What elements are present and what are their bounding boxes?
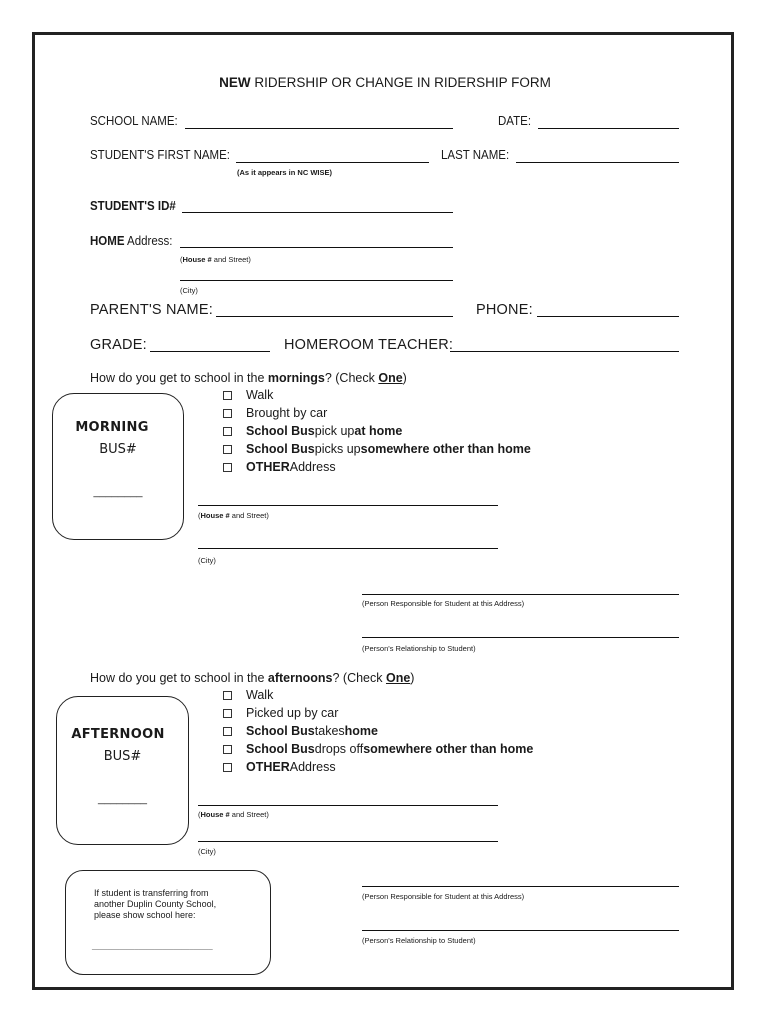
morning-option-car[interactable]: Brought by car (221, 404, 531, 422)
afternoon-option-bus-home[interactable]: School Bus takes home (221, 722, 533, 740)
school-name-field[interactable] (185, 128, 453, 129)
morning-option-bus-other[interactable]: School Bus picks up somewhere other than home (221, 440, 531, 458)
grade-field[interactable] (150, 351, 270, 352)
phone-field[interactable] (537, 316, 679, 317)
morning-city-field[interactable] (198, 548, 498, 549)
form-title: NEW RIDERSHIP OR CHANGE IN RIDERSHIP FORM (219, 75, 551, 90)
morning-options (221, 386, 531, 476)
homeroom-teacher-label: HOMEROOM TEACHER: (284, 337, 454, 353)
first-name-note: (As it appears in NC WISE) (237, 168, 333, 177)
home-city-note: (City) (180, 286, 198, 295)
morning-bus-number-label: BUS# (99, 442, 137, 457)
morning-relationship-field[interactable] (362, 637, 679, 638)
homeroom-teacher-field[interactable] (450, 351, 679, 352)
afternoon-relationship-note: (Person's Relationship to Student) (362, 936, 476, 945)
afternoon-option-car[interactable]: Picked up by car (221, 704, 533, 722)
morning-city-note: (City) (198, 556, 216, 565)
checkbox-icon[interactable] (223, 709, 232, 718)
first-name-label: STUDENT'S FIRST NAME: (90, 148, 230, 162)
home-street-note: (House # and Street) (180, 255, 251, 264)
afternoon-bus-number-field[interactable]: ________ (98, 793, 147, 805)
afternoon-option-walk[interactable]: Walk (221, 686, 533, 704)
morning-option-bus-home[interactable]: School Bus pick up at home (221, 422, 531, 440)
home-city-field[interactable] (180, 280, 453, 281)
home-street-field[interactable] (180, 247, 453, 248)
transfer-note: If student is transferring from another Duplin County School, please show school here: (94, 888, 217, 920)
checkbox-icon[interactable] (223, 445, 232, 454)
afternoon-city-field[interactable] (198, 841, 498, 842)
transfer-box (65, 870, 271, 975)
afternoon-option-bus-other[interactable]: School Bus drops off somewhere other than home (221, 740, 533, 758)
morning-street-field[interactable] (198, 505, 498, 506)
checkbox-icon[interactable] (223, 427, 232, 436)
checkbox-icon[interactable] (223, 391, 232, 400)
morning-street-note: (House # and Street) (198, 511, 269, 520)
afternoon-person-note: (Person Responsible for Student at this Address) (362, 892, 525, 901)
parent-name-label: PARENT'S NAME: (90, 302, 213, 318)
first-name-field[interactable] (236, 162, 429, 163)
last-name-field[interactable] (516, 162, 679, 163)
checkbox-icon[interactable] (223, 463, 232, 472)
checkbox-icon[interactable] (223, 409, 232, 418)
afternoon-bus-box (56, 696, 189, 845)
grade-label: GRADE: (90, 337, 147, 353)
transfer-school-field[interactable]: _______________________________ (92, 943, 213, 950)
date-field[interactable] (538, 128, 679, 129)
morning-bus-number-field[interactable]: ________ (93, 486, 143, 498)
morning-option-walk[interactable]: Walk (221, 386, 531, 404)
morning-relationship-note: (Person's Relationship to Student) (362, 644, 476, 653)
afternoon-relationship-field[interactable] (362, 930, 679, 931)
student-id-label: STUDENT'S ID# (90, 199, 176, 213)
morning-person-field[interactable] (362, 594, 679, 595)
school-name-label: SCHOOL NAME: (90, 114, 178, 128)
home-address-label: HOME Address: (90, 234, 173, 248)
student-id-field[interactable] (182, 212, 453, 213)
last-name-label: LAST NAME: (441, 148, 510, 162)
phone-label: PHONE: (476, 302, 533, 318)
afternoon-option-other-address[interactable]: OTHER Address (221, 758, 533, 776)
morning-bus-title: MORNING (75, 420, 149, 435)
checkbox-icon[interactable] (223, 727, 232, 736)
afternoon-street-field[interactable] (198, 805, 498, 806)
checkbox-icon[interactable] (223, 691, 232, 700)
parent-name-field[interactable] (216, 316, 453, 317)
morning-question: How do you get to school in the mornings? (Check One) (90, 371, 407, 385)
morning-bus-box (52, 393, 184, 540)
afternoon-person-field[interactable] (362, 886, 679, 887)
afternoon-options (221, 686, 533, 776)
afternoon-city-note: (City) (198, 847, 216, 856)
afternoon-bus-title: AFTERNOON (71, 727, 165, 742)
checkbox-icon[interactable] (223, 763, 232, 772)
afternoon-street-note: (House # and Street) (198, 810, 269, 819)
checkbox-icon[interactable] (223, 745, 232, 754)
morning-person-note: (Person Responsible for Student at this Address) (362, 599, 525, 608)
afternoon-bus-number-label: BUS# (103, 749, 142, 764)
date-label: DATE: (498, 114, 532, 128)
morning-option-other-address[interactable]: OTHER Address (221, 458, 531, 476)
afternoon-question: How do you get to school in the afternoons? (Check One) (90, 671, 415, 685)
